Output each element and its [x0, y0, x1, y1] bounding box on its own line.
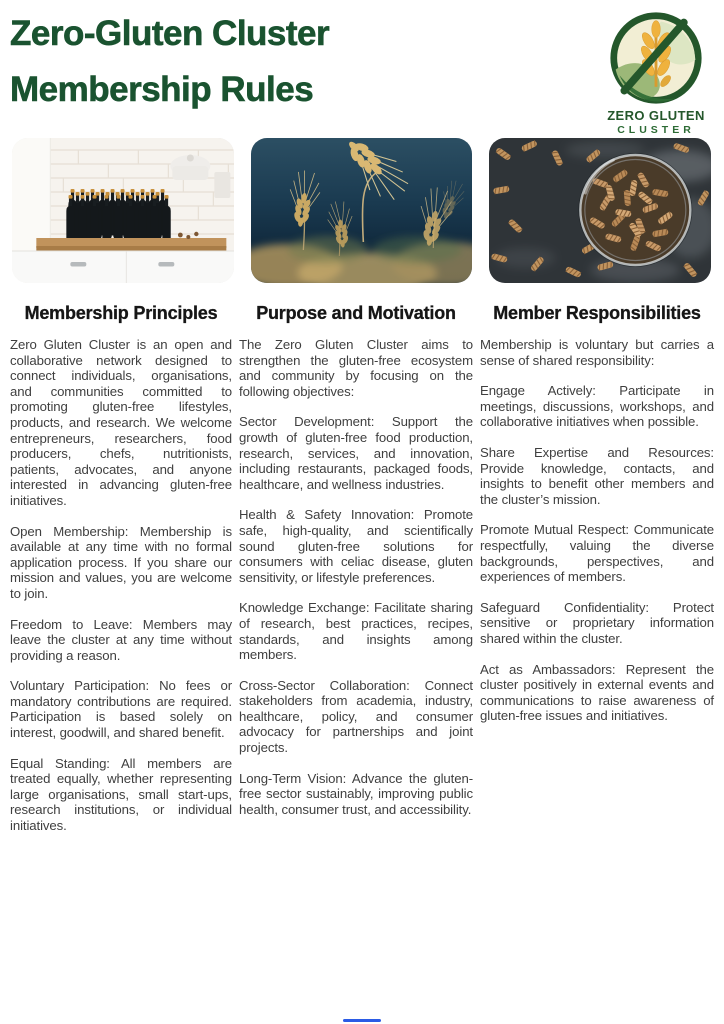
- paragraph: Knowledge Exchange: Facilitate sharing of research, best practices, recipes, standards, and insights among members.: [239, 600, 473, 663]
- column-heading-purpose-and-motivation: Purpose and Motivation: [256, 303, 456, 323]
- photo-strip: [12, 138, 711, 283]
- paragraph: Equal Standing: All members are treated equally, whether representing large organisations, small start-ups, research institutions, or individual initiatives.: [10, 755, 232, 834]
- content-columns: [10, 303, 714, 849]
- column-heading-member-responsibilities: Member Responsibilities: [493, 303, 701, 323]
- bottles-photo-illustration: [12, 138, 234, 283]
- pasta-photo-illustration: [489, 138, 711, 283]
- paragraph: Engage Actively: Participate in meetings, discussions, workshops, and collaborative initiatives when possible.: [480, 383, 714, 430]
- paragraph: Act as Ambassadors: Represent the cluster positively in external events and communications to raise awareness of gluten-free issues and initiatives.: [480, 661, 714, 724]
- page-title-line2: Membership Rules: [10, 70, 314, 109]
- paragraph: Zero Gluten Cluster is an open and collaborative network designed to connect individuals, organisations, and communities committed to promoting gluten-free lifestyles, products, and research. We welcome entrepreneurs, researchers, food producers, chefs, nutritionists, patients, advocates, and anyone interested in advancing gluten-free initiatives.: [10, 337, 232, 508]
- column-member-responsibilities: [480, 303, 714, 849]
- paragraph: Voluntary Participation: No fees or mandatory contributions are required. Participation is based solely on interest, goodwill, and shared benefit.: [10, 678, 232, 741]
- photo-pasta: [489, 138, 711, 283]
- paragraph: Sector Development: Support the growth of gluten-free food production, research, services, and innovation, including restaurants, packaged foods, healthcare, and wellness industries.: [239, 414, 473, 492]
- paragraph: Open Membership: Membership is available at any time with no formal application process. If you share our mission and values, you are welcome to join.: [10, 523, 232, 601]
- column-membership-principles: [10, 303, 232, 849]
- paragraph: Freedom to Leave: Members may leave the cluster at any time without providing a reason.: [10, 616, 232, 663]
- photo-bottles: [12, 138, 234, 283]
- no-gluten-badge-icon: [608, 10, 704, 106]
- paragraph: The Zero Gluten Cluster aims to strengthen the gluten-free ecosystem and community by focusing on the following objectives:: [239, 337, 473, 399]
- paragraph: Long-Term Vision: Advance the gluten-free sector sustainably, improving public health, consumer trust, and accessibility.: [239, 770, 473, 817]
- photo-wheat: [251, 138, 473, 283]
- logo-wordmark: ZERO GLUTEN: [607, 108, 705, 123]
- page-title: [10, 6, 329, 118]
- page-title-line1: Zero-Gluten Cluster: [10, 14, 330, 53]
- bottle-group-icon: [66, 189, 170, 242]
- paragraph: Promote Mutual Respect: Communicate respectfully, valuing the diverse backgrounds, perspectives, and experiences of members.: [480, 522, 714, 585]
- column-purpose-and-motivation: [239, 303, 473, 849]
- paragraph: Cross-Sector Collaboration: Connect stakeholders from academia, industry, healthcare, policy, and consumer advocacy for partnerships and joint projects.: [239, 677, 473, 756]
- paragraph: Safeguard Confidentiality: Protect sensitive or proprietary information shared within the cluster.: [480, 599, 714, 646]
- zero-gluten-cluster-logo: [600, 10, 712, 136]
- bottom-accent-bar: [343, 1019, 381, 1022]
- wheat-photo-illustration: [251, 138, 473, 283]
- paragraph: Share Expertise and Resources: Provide knowledge, contacts, and insights to benefit other members and the cluster’s mission.: [480, 444, 714, 507]
- paragraph: Membership is voluntary but carries a sense of shared responsibility:: [480, 337, 714, 368]
- logo-subtitle: CLUSTER: [617, 124, 695, 136]
- paragraph: Health & Safety Innovation: Promote safe, high-quality, and scientifically sound gluten-free solutions for consumers with celiac disease, gluten sensitivity, or lifestyle preferences.: [239, 507, 473, 585]
- column-heading-membership-principles: Membership Principles: [24, 303, 218, 323]
